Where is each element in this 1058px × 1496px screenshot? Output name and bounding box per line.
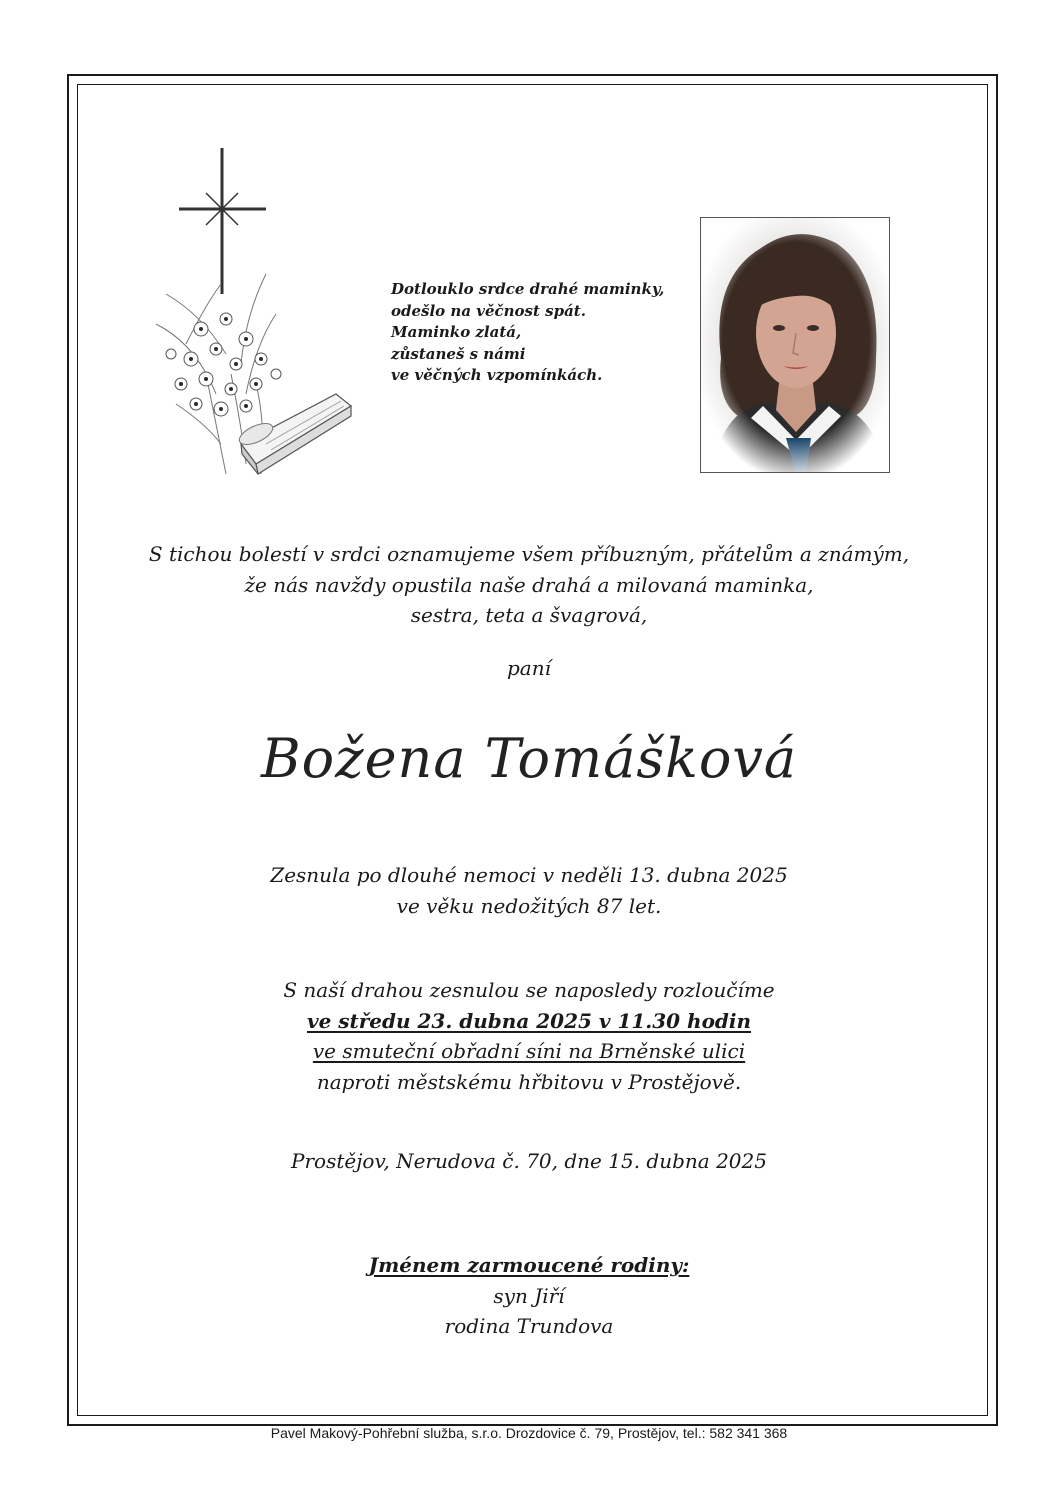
- verse-line: zůstaneš s námi: [391, 344, 526, 363]
- family-member: syn Jiří: [493, 1283, 565, 1308]
- verse-line: odešlo na věčnost spát.: [391, 301, 586, 320]
- announcement-line: S tichou bolestí v srdci oznamujeme všem příbuzným, přátelům a známým,: [148, 542, 910, 566]
- title-pani: paní: [506, 656, 551, 680]
- verse-line: Maminko zlatá,: [391, 323, 522, 341]
- death-info: [80, 860, 978, 921]
- announcement: [80, 539, 978, 631]
- cross-flowers-book-icon: [146, 144, 356, 489]
- verse-line: ve věčných vzpomínkách.: [391, 366, 603, 384]
- announcement-line: že nás navždy opustila naše drahá a milovaná maminka,: [244, 572, 814, 597]
- verse: [391, 279, 681, 387]
- deceased-name: Božena Tomášková: [260, 727, 798, 790]
- family-signature: [80, 1250, 978, 1342]
- farewell-line: S naší drahou zesnulou se naposledy rozloučíme: [283, 978, 775, 1002]
- portrait-photo: [700, 217, 890, 473]
- death-line: Zesnula po dlouhé nemoci v neděli 13. dubna 2025: [270, 863, 788, 887]
- farewell-line: naproti městskému hřbitovu v Prostějově.: [316, 1069, 742, 1094]
- farewell-datetime: ve středu 23. dubna 2025 v 11.30 hodin: [306, 1008, 752, 1033]
- farewell-info: [80, 975, 978, 1097]
- place-date: Prostějov, Nerudova č. 70, dne 15. dubna 2025: [291, 1149, 767, 1173]
- family-heading: Jménem zarmoucené rodiny:: [368, 1253, 690, 1277]
- verse-line: Dotlouklo srdce drahé maminky,: [391, 280, 665, 298]
- family-member: rodina Trundova: [444, 1314, 614, 1338]
- death-line: ve věku nedožitých 87 let.: [396, 893, 662, 918]
- announcement-line: sestra, teta a švagrová,: [410, 603, 648, 627]
- farewell-venue: ve smuteční obřadní síni na Brněnské ulici: [312, 1039, 746, 1063]
- funeral-service-footer: Pavel Makový-Pohřební služba, s.r.o. Drozdovice č. 79, Prostějov, tel.: 582 341 368: [270, 1425, 788, 1441]
